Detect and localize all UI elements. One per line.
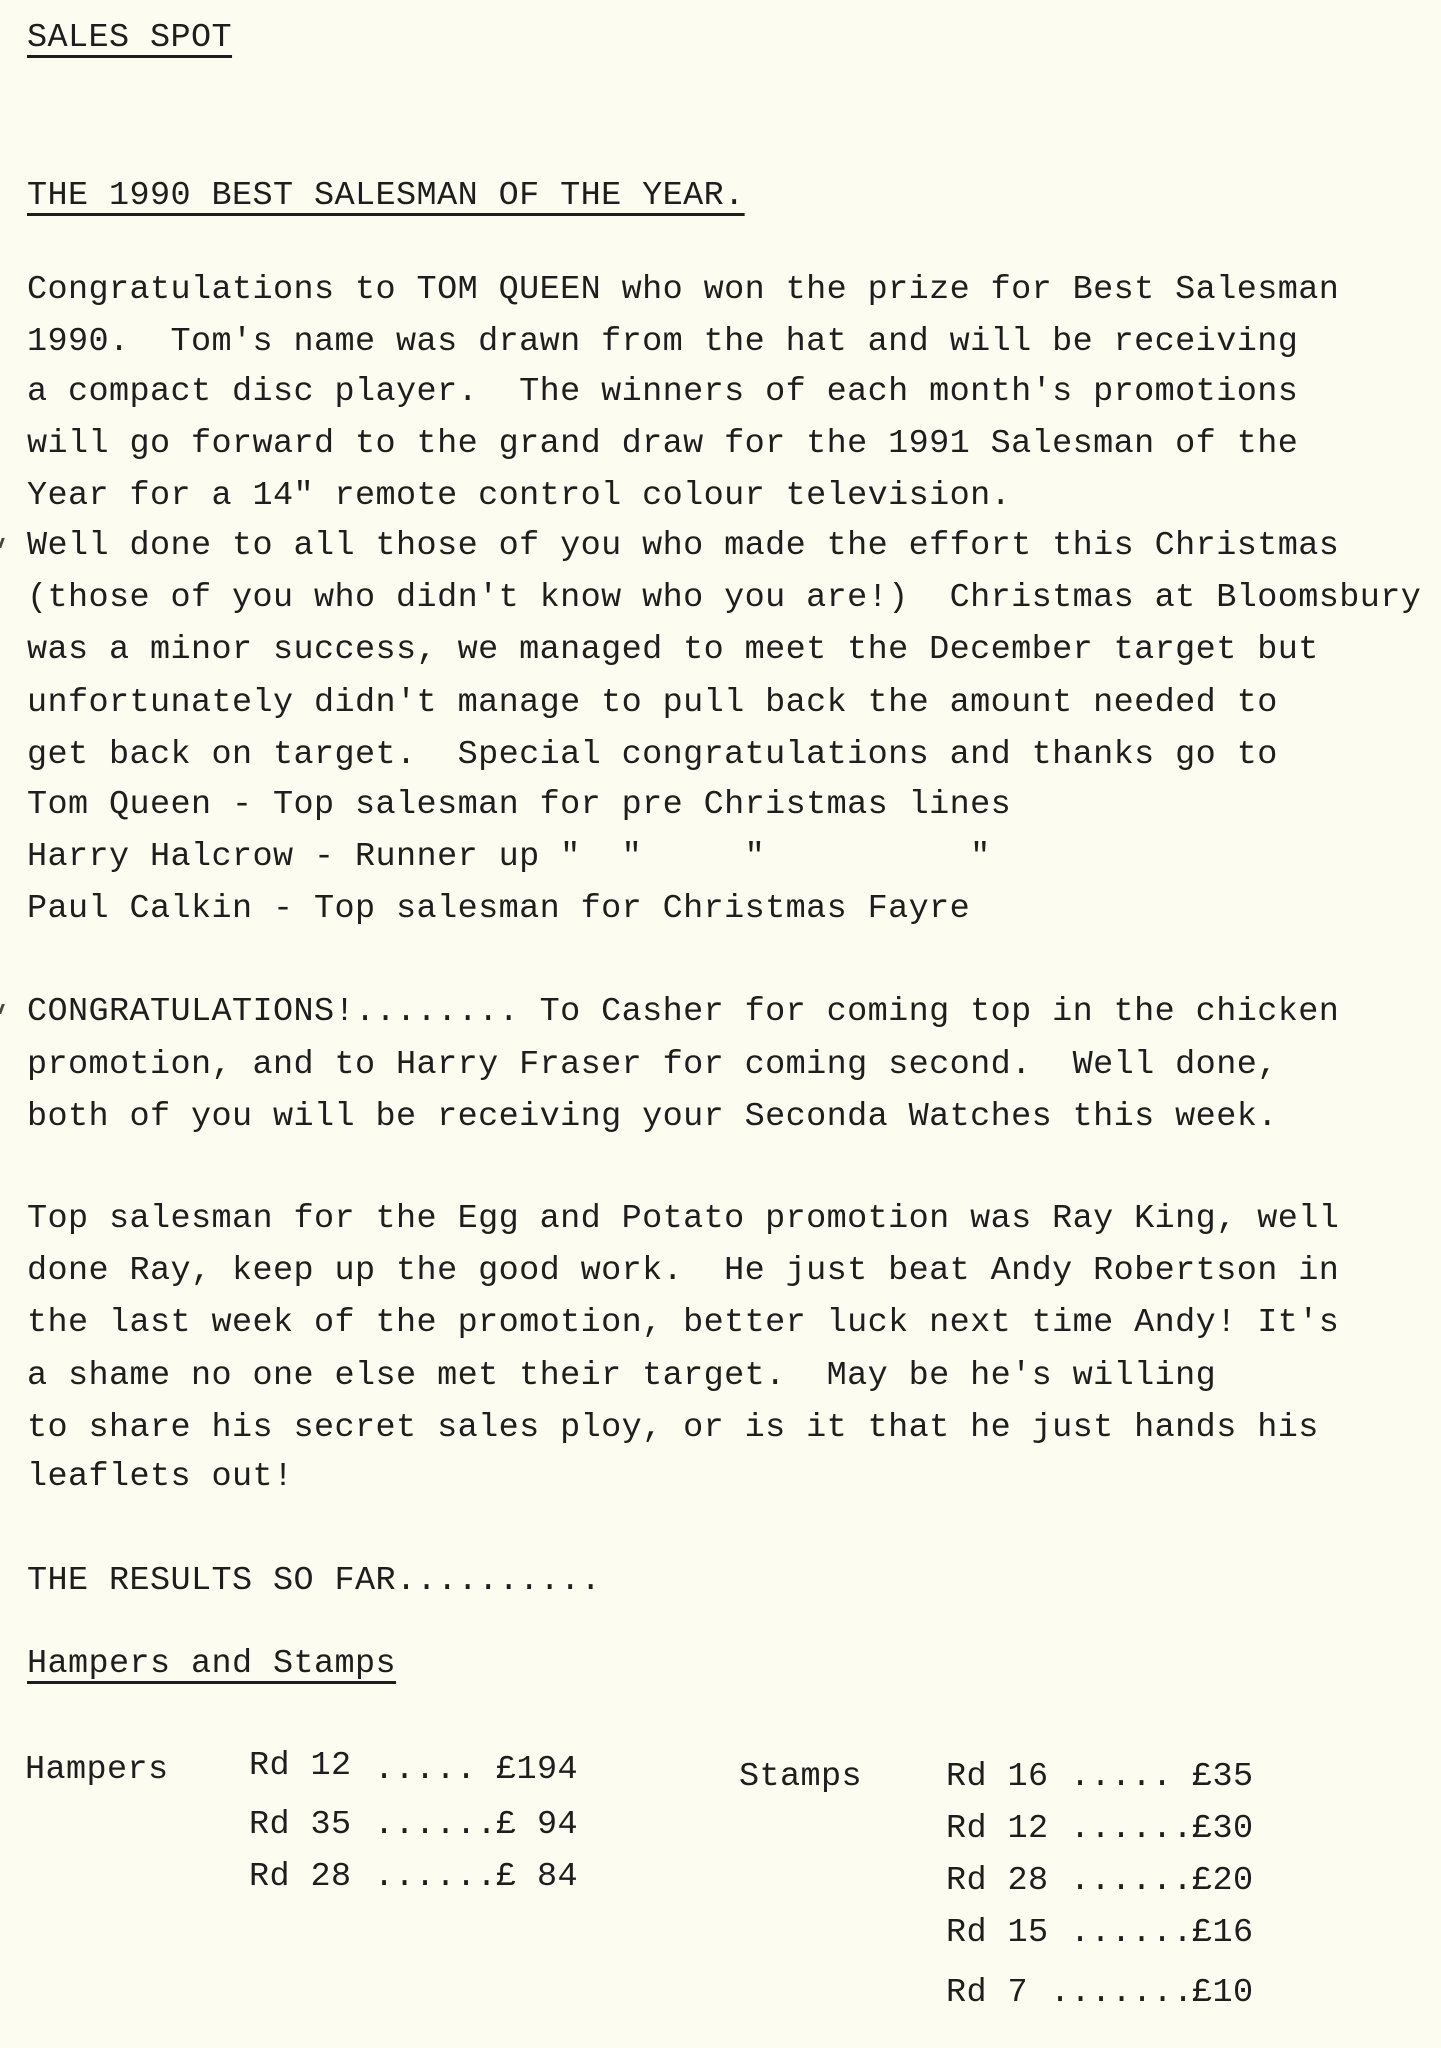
dots: ..... [1070,1758,1173,1796]
round: Rd 12 [249,1747,352,1785]
dots: ...... [1070,1810,1194,1848]
margin-mark [0,538,5,548]
round: Rd 12 [946,1810,1049,1848]
text-line: promotion, and to Harry Fraser for coming second. Well done, [27,1046,1278,1084]
amount: £35 [1192,1758,1254,1796]
round: Rd 7 [946,1974,1029,2012]
text-line: a shame no one else met their target. May be he's willing [27,1357,1217,1395]
text-line: CONGRATULATIONS!........ To Casher for coming top in the chicken [27,993,1340,1031]
round: Rd 28 [249,1858,352,1896]
text-line: will go forward to the grand draw for the 1991 Salesman of the [27,425,1299,463]
amount: £16 [1192,1914,1254,1952]
text-line: Well done to all those of you who made the effort this Christmas [27,527,1340,565]
dots: ...... [1070,1914,1194,1952]
text-line: to share his secret sales ploy, or is it that he just hands his [27,1409,1319,1447]
amount: £20 [1192,1862,1254,1900]
amount: £30 [1192,1810,1254,1848]
hampers-label: Hampers [25,1751,169,1789]
amount: £194 [496,1751,579,1789]
results-subheading: Hampers and Stamps [27,1645,397,1683]
text-line: a compact disc player. The winners of each month's promotions [27,373,1299,411]
dots: ....... [1050,1974,1194,2012]
text-line: done Ray, keep up the good work. He just beat Andy Robertson in [27,1252,1340,1290]
text-line: Congratulations to TOM QUEEN who won the prize for Best Salesman [27,271,1340,309]
stamps-label: Stamps [739,1758,863,1796]
text-line: 1990. Tom's name was drawn from the hat and will be receiving [27,323,1299,361]
text-line: leaflets out! [27,1458,294,1496]
round: Rd 35 [249,1806,352,1844]
round: Rd 28 [946,1862,1049,1900]
results-heading: THE RESULTS SO FAR.......... [27,1562,602,1600]
amount: £ 84 [496,1858,579,1896]
text-line: was a minor success, we managed to meet the December target but [27,631,1319,669]
text-line: get back on target. Special congratulations and thanks go to [27,736,1278,774]
text-line: unfortunately didn't manage to pull back the amount needed to [27,684,1278,722]
text-line: Harry Halcrow - Runner up " " " " [27,838,991,876]
text-line: (those of you who didn't know who you are!) Christmas at Bloomsbury [27,579,1422,617]
section-title: SALES SPOT [27,19,233,57]
amount: £ 94 [496,1806,579,1844]
page-heading: THE 1990 BEST SALESMAN OF THE YEAR. [27,177,745,215]
margin-mark [0,1004,5,1014]
text-line: the last week of the promotion, better luck next time Andy! It's [27,1304,1340,1342]
dots: ...... [374,1806,498,1844]
amount: £10 [1192,1974,1254,2012]
round: Rd 15 [946,1914,1049,1952]
text-line: Top salesman for the Egg and Potato promotion was Ray King, well [27,1200,1340,1238]
text-line: both of you will be receiving your Seconda Watches this week. [27,1098,1278,1136]
text-line: Paul Calkin - Top salesman for Christmas Fayre [27,890,971,928]
dots: ..... [374,1751,477,1789]
dots: ...... [1070,1862,1194,1900]
text-line: Tom Queen - Top salesman for pre Christmas lines [27,786,1012,824]
dots: ...... [374,1858,498,1896]
round: Rd 16 [946,1758,1049,1796]
text-line: Year for a 14" remote control colour television. [27,477,1012,515]
